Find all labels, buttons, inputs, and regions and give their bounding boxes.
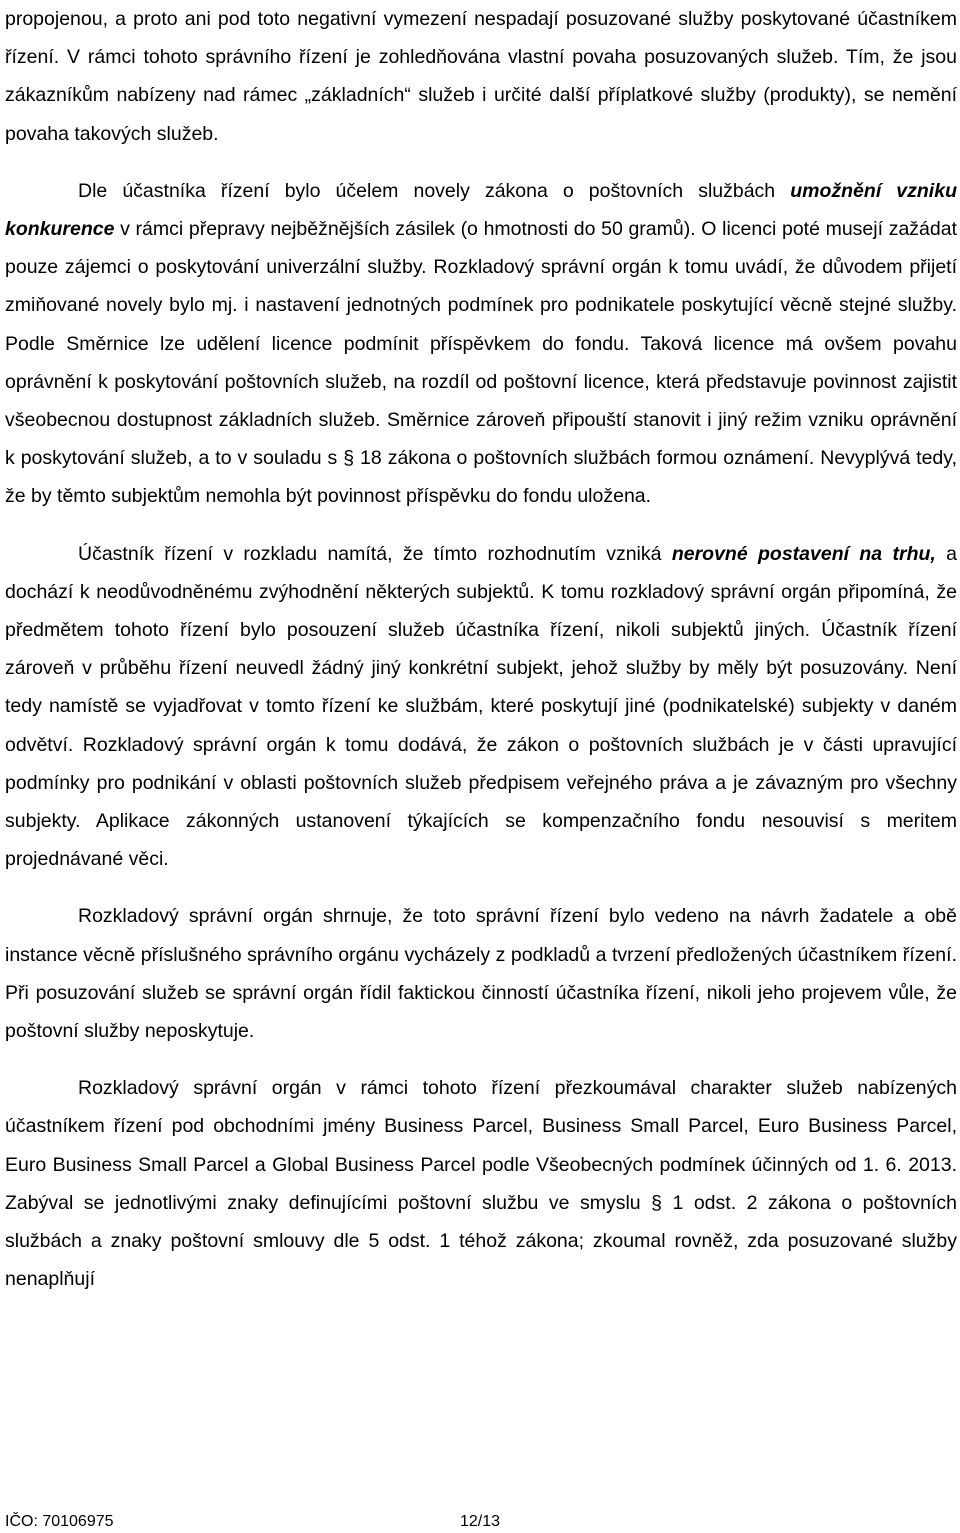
paragraph [5, 1069, 957, 1298]
text-run: v rámci přepravy nejběžnějších zásilek (o hmotnosti do 50 gramů). O licenci poté musejí zažádat pouze zájemci o poskytování univerzální služby. Rozkladový správní orgán k tomu uvádí, že důvodem přijetí zmiňované novely bylo mj. i nastavení jednotných podmínek pro podnikatele poskytující věcně stejné služby. Podle Směrnice lze udělení licence podmínit příspěvkem do fondu. Taková licence má ovšem povahu oprávnění k poskytování poštovních služeb, na rozdíl od poštovní licence, která představuje povinnost zajistit všeobecnou dostupnost základních služeb. Směrnice zároveň připouští stanovit i jiný režim vzniku oprávnění k poskytování služeb, a to v souladu s § 18 zákona o poštovních službách formou oznámení. Nevyplývá tedy, že by těmto subjektům nemohla být povinnost příspěvku do fondu uložena. [5, 218, 957, 508]
company-id: IČO: 70106975 [5, 1513, 114, 1530]
document-body [5, 0, 957, 1299]
text-run: Dle účastníka řízení bylo účelem novely zákona o poštovních službách [78, 179, 791, 202]
paragraph [5, 535, 957, 879]
emphasized-text: nerovné postavení na trhu, [671, 542, 936, 565]
text-run: a dochází k neodůvodněnému zvýhodnění některých subjektů. K tomu rozkladový správní orgán připomíná, že předmětem tohoto řízení bylo posouzení služeb účastníka řízení, nikoli subjektů jiných. Účastník řízení zároveň v průběhu řízení neuvedl žádný jiný konkrétní subjekt, jehož služby by měly být posuzovány. Není tedy namístě se vyjadřovat v tomto řízení ke službám, které poskytují jiné (podnikatelské) subjekty v daném odvětví. Rozkladový správní orgán k tomu dodává, že zákon o poštovních službách je v části upravující podmínky pro podnikání v oblasti poštovních služeb předpisem veřejného práva a je závazným pro všechny subjekty. Aplikace zákonných ustanovení týkajících se kompenzačního fondu nesouvisí s meritem projednávané věci. [5, 542, 958, 871]
paragraph [5, 172, 957, 516]
paragraph [5, 897, 957, 1050]
paragraph [5, 0, 957, 153]
page-number: 12/13 [460, 1513, 501, 1530]
text-run: Rozkladový správní orgán v rámci tohoto řízení přezkoumával charakter služeb nabízených účastníkem řízení pod obchodními jmény Business Parcel, Business Small Parcel, Euro Business Parcel, Euro Business Small Parcel a Global Business Parcel podle Všeobecných podmínek účinných od 1. 6. 2013. Zabýval se jednotlivými znaky definujícími poštovní službu ve smyslu § 1 odst. 2 zákona o poštovních službách a znaky poštovní smlouvy dle 5 odst. 1 téhož zákona; zkoumal rovněž, zda posuzované služby nenaplňují [5, 1077, 957, 1291]
emphasized-text: umožnění vzniku konkurence [5, 179, 957, 241]
text-run: Účastník řízení v rozkladu namítá, že tímto rozhodnutím vzniká [78, 542, 672, 565]
text-run: propojenou, a proto ani pod toto negativní vymezení nespadají posuzované služby poskytované účastníkem řízení. V rámci tohoto správního řízení je zohledňována vlastní povaha posuzovaných služeb. Tím, že jsou zákazníkům nabízeny nad rámec „základních“ služeb i určité další příplatkové služby (produkty), se nemění povaha takových služeb. [5, 8, 957, 145]
text-run: Rozkladový správní orgán shrnuje, že toto správní řízení bylo vedeno na návrh žadatele a obě instance věcně příslušného správního orgánu vycházely z podkladů a tvrzení předložených účastníkem řízení. Při posuzování služeb se správní orgán řídil faktickou činností účastníka řízení, nikoli jeho projevem vůle, že poštovní služby neposkytuje. [5, 905, 957, 1043]
